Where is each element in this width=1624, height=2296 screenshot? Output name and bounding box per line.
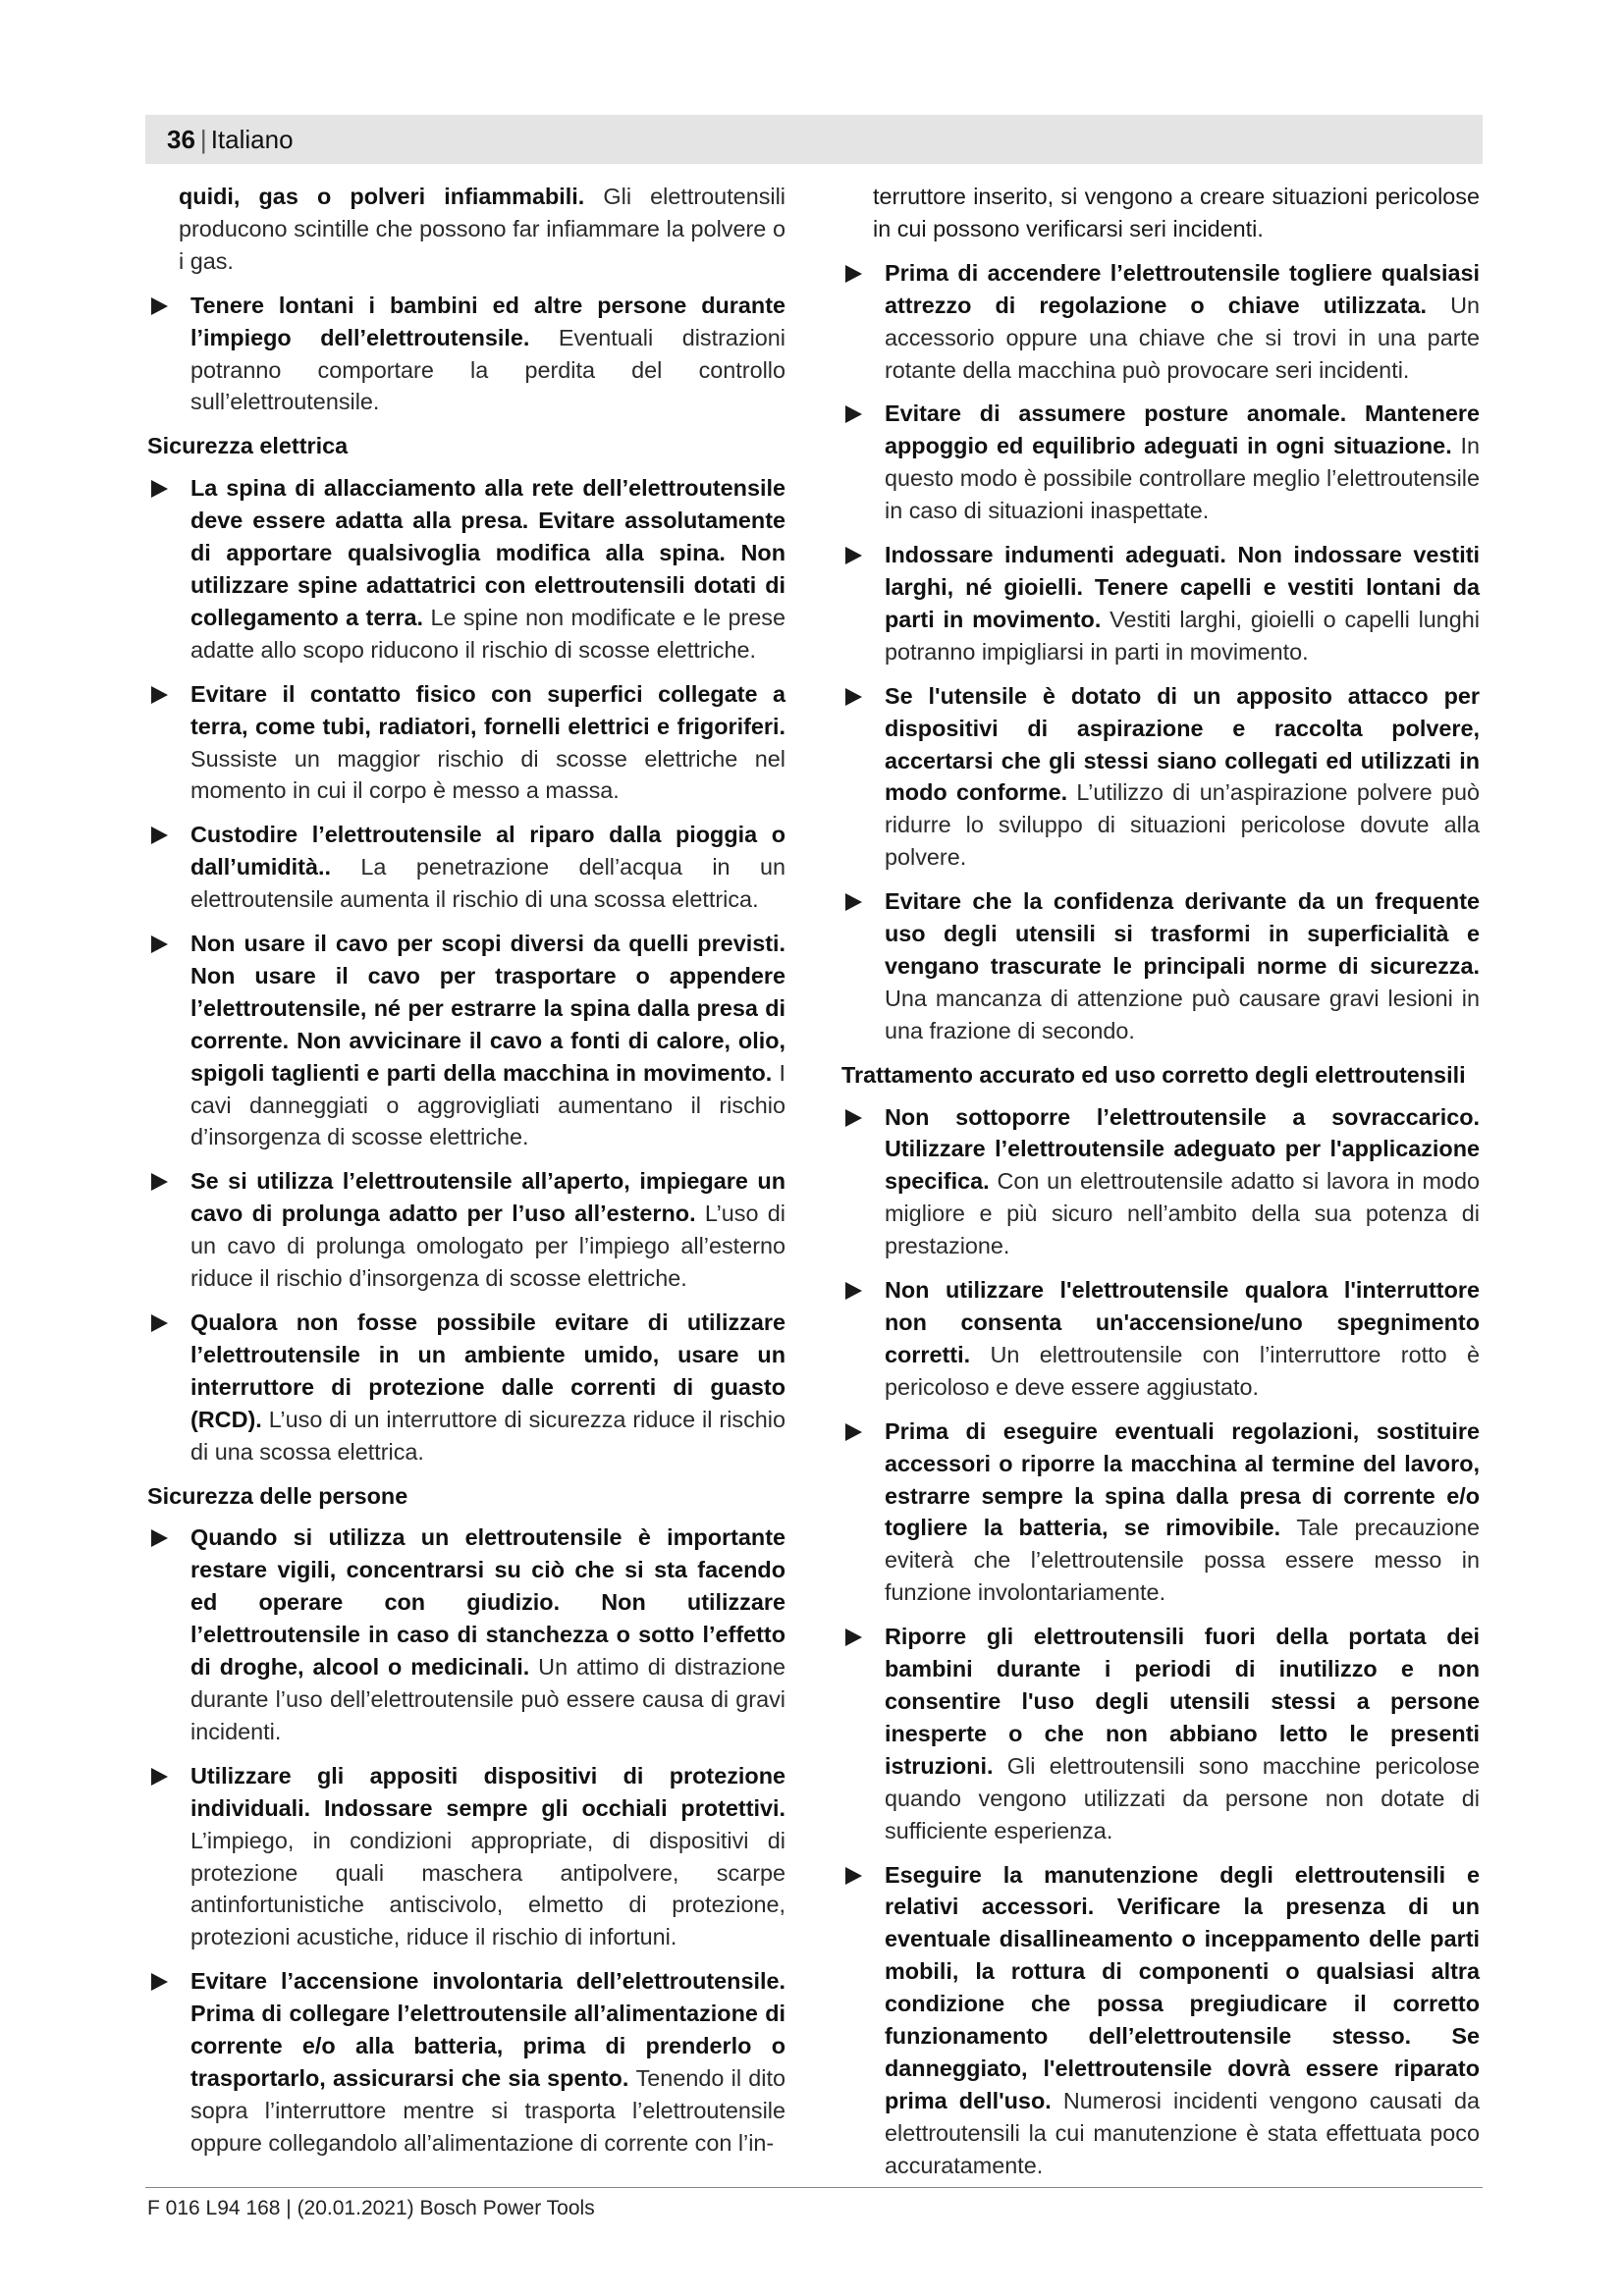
bullet-triangle-icon — [151, 1768, 168, 1786]
list-item — [841, 1415, 1480, 1609]
item-lead: Prima di accendere l’elettroutensile togliere qualsiasi attrezzo di regolazione o chiave utilizzata. — [885, 259, 1480, 318]
footer-divider — [145, 2187, 1483, 2188]
list-item — [841, 1859, 1480, 2182]
item-desc: Un attimo di distrazione durante l’uso dell’elettroutensile può essere causa di gravi incidenti. — [190, 1654, 785, 1744]
item-lead: Evitare il contatto fisico con superfici collegate a terra, come tubi, radiatori, fornelli elettrici e frigoriferi. — [190, 680, 785, 739]
intro-lead: quidi, gas o polveri infiammabili. — [179, 184, 604, 209]
list-item — [147, 1760, 785, 1953]
item-lead: Evitare di assumere posture anomale. Mantenere appoggio ed equilibrio adeguati in ogni situazione. — [885, 400, 1480, 459]
list-item — [147, 472, 785, 666]
list-item — [841, 1274, 1480, 1404]
bullet-triangle-icon — [845, 405, 862, 423]
item-lead: Utilizzare gli appositi dispositivi di protezione individuali. Indossare sempre gli occhiali protettivi. — [190, 1762, 785, 1821]
page-header — [145, 115, 1483, 164]
list-item — [841, 1621, 1480, 1846]
bullet-triangle-icon — [151, 1314, 168, 1332]
continuation-paragraph: terruttore inserito, si vengono a creare situazioni pericolose in cui possono verificarsi seri incidenti. — [873, 184, 1480, 241]
left-column — [147, 181, 785, 2171]
item-lead: Non utilizzare l'elettroutensile qualora l'interruttore non consenta un'accensione/uno spegnimento corretti. — [885, 1277, 1480, 1367]
bullet-triangle-icon — [151, 1973, 168, 1991]
bullet-triangle-icon — [845, 265, 862, 283]
header-separator: | — [199, 124, 207, 154]
item-desc: Vestiti larghi, gioielli o capelli lunghi potranno impigliarsi in parti in movimento. — [885, 606, 1480, 665]
bullet-triangle-icon — [151, 686, 168, 704]
list-item — [841, 885, 1480, 1047]
list-item — [147, 678, 785, 808]
section-heading-persons: Sicurezza delle persone — [147, 1482, 408, 1509]
bullet-triangle-icon — [845, 1282, 862, 1300]
item-lead: Non sottoporre l’elettroutensile a sovraccarico. Utilizzare l’elettroutensile adeguato per l'applicazione specifica. — [885, 1103, 1480, 1195]
section-heading-handling: Trattamento accurato ed uso corretto degli elettroutensili — [841, 1061, 1466, 1088]
list-item — [841, 539, 1480, 668]
bullet-triangle-icon — [151, 1529, 168, 1547]
list-item — [841, 680, 1480, 874]
item-desc: Eventuali distrazioni potranno comportare la perdita del controllo sull’elettroutensile. — [190, 324, 785, 415]
item-desc: Numerosi incidenti vengono causati da elettroutensili la cui manutenzione è stata effettuata poco accuratamente. — [885, 2087, 1480, 2178]
list-item — [841, 1101, 1480, 1263]
item-lead: Tenere lontani i bambini ed altre persone durante l’impiego dell’elettroutensile. — [190, 292, 785, 350]
list-item — [841, 257, 1480, 387]
page-number: 36 — [167, 124, 195, 154]
bullet-triangle-icon — [845, 1629, 862, 1646]
item-lead: Se si utilizza l’elettroutensile all’aperto, impiegare un cavo di prolunga adatto per l’uso all’esterno. — [190, 1168, 785, 1227]
item-desc: L’utilizzo di un’aspirazione polvere può ridurre lo sviluppo di situazioni pericolose dovute alla polvere. — [885, 779, 1480, 871]
item-desc: L’impiego, in condizioni appropriate, di dispositivi di protezione quali maschera antipolvere, scarpe antinfortunistiche antiscivolo, elmetto di protezione, protezioni acustiche, riduce il rischio di infortuni. — [190, 1827, 785, 1950]
item-lead: Quando si utilizza un elettroutensile è importante restare vigili, concentrarsi su ciò che si sta facendo ed operare con giudizio. Non utilizzare l’elettroutensile in caso di stanchezza o sotto l’effetto di droghe, alcool o medicinali. — [190, 1524, 785, 1681]
item-desc: Un elettroutensile con l’interruttore rotto è pericoloso e deve essere aggiustato. — [885, 1341, 1480, 1400]
section-heading-electrical: Sicurezza elettrica — [147, 433, 349, 459]
bullet-triangle-icon — [845, 688, 862, 706]
bullet-triangle-icon — [151, 480, 168, 498]
item-lead: Indossare indumenti adeguati. Non indossare vestiti larghi, né gioielli. Tenere capelli e vestiti lontani da parti in movimento. — [885, 542, 1480, 632]
bullet-triangle-icon — [151, 935, 168, 953]
intro-desc: Gli elettroutensili producono scintille che possono far infiammare la polvere o i gas. — [179, 184, 785, 274]
item-desc: Tenendo il dito sopra l’interruttore mentre si trasporta l’elettroutensile oppure collegandolo all’alimentazione di corrente con l’in- — [190, 2064, 785, 2156]
item-desc: L’uso di un cavo di prolunga omologato per l’impiego all’esterno riduce il rischio d’insorgenza di scosse elettriche. — [190, 1201, 785, 1292]
bullet-triangle-icon — [845, 547, 862, 564]
item-desc: Sussiste un maggior rischio di scosse elettriche nel momento in cui il corpo è messo a massa. — [190, 745, 785, 804]
item-desc: I cavi danneggiati o aggrovigliati aumentano il rischio d’insorgenza di scosse elettriche. — [190, 1059, 785, 1150]
list-item — [147, 1965, 785, 2159]
item-desc: Gli elettroutensili sono macchine pericolose quando vengono utilizzati da persone non dotate di sufficiente esperienza. — [885, 1752, 1480, 1843]
item-lead: La spina di allacciamento alla rete dell’elettroutensile deve essere adatta alla presa. Evitare assolutamente di apportare qualsivoglia modifica alla spina. Non utilizzare spine adattatrici con elettroutensili dotati di collegamento a terra. — [190, 475, 785, 630]
item-desc: L’uso di un interruttore di sicurezza riduce il rischio di una scossa elettrica. — [190, 1406, 785, 1465]
list-item — [147, 1522, 785, 1747]
bullet-triangle-icon — [151, 1173, 168, 1191]
item-desc: Le spine non modificate e le prese adatte allo scopo riducono il rischio di scosse elettriche. — [190, 604, 785, 663]
item-lead: Qualora non fosse possibile evitare di utilizzare l’elettroutensile in un ambiente umido, usare un interruttore di protezione dalle correnti di guasto (RCD). — [190, 1309, 785, 1432]
item-lead: Se l'utensile è dotato di un apposito attacco per dispositivi di aspirazione e raccolta polvere, accertarsi che gli stessi siano collegati ed utilizzati in modo conforme. — [885, 682, 1480, 806]
intro-paragraph — [147, 181, 785, 278]
item-lead: Custodire l’elettroutensile al riparo dalla pioggia o dall’umidità.. — [190, 822, 785, 881]
item-lead: Non usare il cavo per scopi diversi da quelli previsti. Non usare il cavo per trasportare o appendere l’elettroutensile, né per estrarre la spina dalla presa di corrente. Non avvicinare il cavo a fonti di calore, olio, spigoli taglienti e parti della macchina in movimento. — [190, 931, 785, 1086]
header-language: Italiano — [210, 124, 294, 154]
bullet-triangle-icon — [151, 297, 168, 315]
item-lead: Eseguire la manutenzione degli elettroutensili e relativi accessori. Verificare la presenza di un eventuale disallineamento o inceppamento delle parti mobili, la rottura di componenti o qualsiasi altra condizione che possa pregiudicare il corretto funzionamento dell’elettroutensile stesso. Se danneggiato, l'elettroutensile dovrà essere riparato prima dell'uso. — [885, 1861, 1480, 2113]
list-item — [147, 1307, 785, 1468]
item-desc: Con un elettroutensile adatto si lavora in modo migliore e più sicuro nell’ambito della sua potenza di prestazione. — [885, 1168, 1480, 1259]
list-item — [147, 928, 785, 1153]
bullet-triangle-icon — [845, 1109, 862, 1127]
item-lead: Evitare l’accensione involontaria dell’elettroutensile. Prima di collegare l’elettroutensile all’alimentazione di corrente e/o alla batteria, prima di prenderlo o trasportarlo, assicurarsi che sia spento. — [190, 1968, 785, 2091]
item-desc: Un accessorio oppure una chiave che si trovi in una parte rotante della macchina può provocare seri incidenti. — [885, 292, 1480, 383]
right-column — [841, 181, 1480, 2194]
list-item — [147, 290, 785, 419]
bullet-triangle-icon — [845, 1423, 862, 1441]
page-footer: F 016 L94 168 | (20.01.2021) Bosch Power Tools — [147, 2197, 595, 2219]
bullet-triangle-icon — [845, 1867, 862, 1885]
list-item — [841, 398, 1480, 527]
item-lead: Prima di eseguire eventuali regolazioni, sostituire accessori o riporre la macchina al termine del lavoro, estrarre sempre la spina dalla presa di corrente e/o togliere la batteria, se rimovibile. — [885, 1417, 1480, 1541]
item-lead: Riporre gli elettroutensili fuori della portata dei bambini durante i periodi di inutilizzo e non consentire l'uso degli utensili stessi a persone inesperte o che non abbiano letto le presenti istruzioni. — [885, 1624, 1480, 1779]
item-desc: Tale precauzione eviterà che l’elettroutensile possa essere messo in funzione involontariamente. — [885, 1515, 1480, 1606]
item-lead: Evitare che la confidenza derivante da un frequente uso degli utensili si trasformi in superficialità e vengano trascurate le principali norme di sicurezza. — [885, 888, 1480, 979]
item-desc: Una mancanza di attenzione può causare gravi lesioni in una frazione di secondo. — [885, 985, 1480, 1043]
list-item — [147, 1165, 785, 1295]
bullet-triangle-icon — [845, 893, 862, 911]
item-desc: In questo modo è possibile controllare meglio l’elettroutensile in caso di situazioni inaspettate. — [885, 433, 1480, 524]
list-item — [147, 819, 785, 916]
bullet-triangle-icon — [151, 827, 168, 844]
item-desc: La penetrazione dell’acqua in un elettroutensile aumenta il rischio di una scossa elettrica. — [190, 854, 785, 913]
